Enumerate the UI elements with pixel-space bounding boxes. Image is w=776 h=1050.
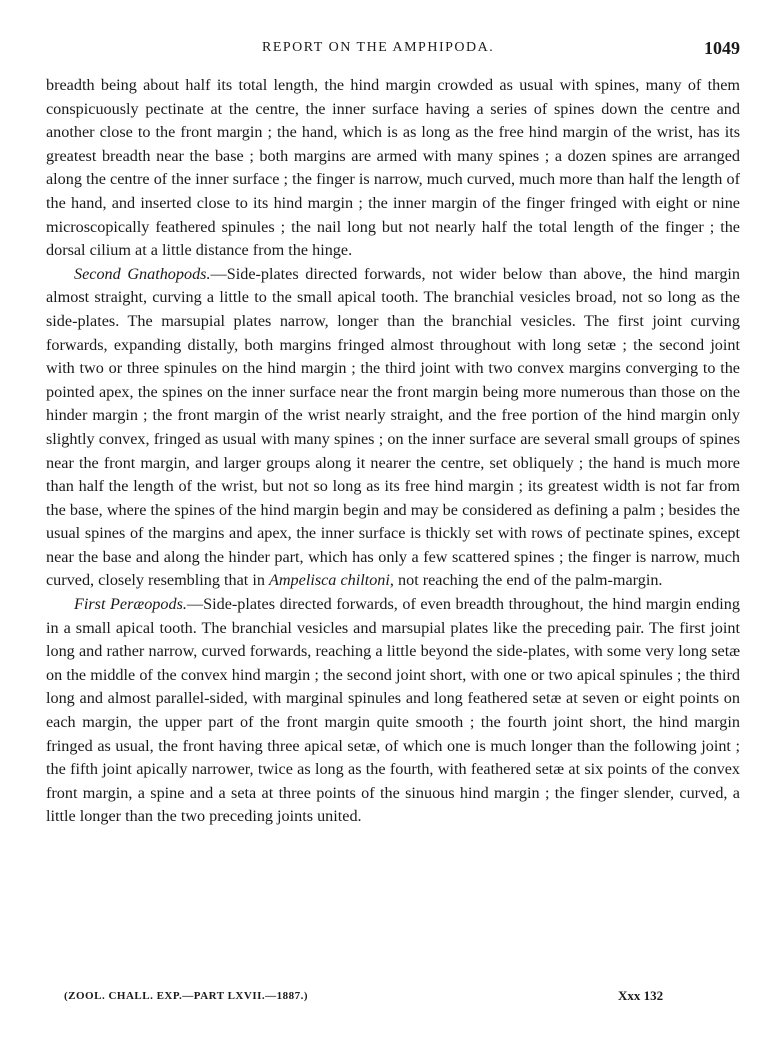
text-run: breadth being about half its total length, the hind margin crowded as usual with spines, many of them conspicuously pectinate at the centre, the inner surface having a series of spines down the centre and another close to the front margin ; the hand, which is as long as the free hind margin of the wrist, has its greatest breadth near the base ; both margins are armed with many spines ; a dozen spines are arranged along the centre of the inner surface ; the finger is narrow, much curved, much more than half the length of the hand, and inserted close to its hind margin ; the inner margin of the finger fringed with eight or nine microscopically feathered spinules ; the nail long but not nearly half the total length of the finger ; the dorsal cilium at a little distance from the hinge. — [46, 76, 740, 260]
paragraph-first-peraeopods — [46, 593, 740, 829]
paragraph-continuation — [46, 74, 740, 263]
text-run: —Side-plates directed forwards, of even breadth throughout, the hind margin ending in a small apical tooth. The branchial vesicles and marsupial plates like the preceding pair. The first joint long and rather narrow, curved forwards, reaching a little beyond the side-plates, with some very long setæ on the middle of the convex hind margin ; the second joint short, with one or two apical spinules ; the third long and almost parallel-sided, with marginal spinules and long feathered setæ at seven or eight points on each margin, the upper part of the front margin quite smooth ; the fourth joint short, the hind margin fringed as usual, the front having three apical setæ, of which one is much longer than the following joint ; the fifth joint apically narrower, twice as long as the fourth, with feathered setæ at six points of the convex front margin, a spine and a seta at three points of the sinuous hind margin ; the finger slender, curved, a little longer than the two preceding joints united. — [46, 595, 740, 826]
page-number: 1049 — [704, 38, 740, 58]
text-run: —Side-plates directed forwards, not wider below than above, the hind margin almost straight, curving a little to the small apical tooth. The branchial vesicles broad, not so long as the side-plates. The marsupial plates narrow, longer than the branchial vesicles. The first joint curving forwards, expanding distally, both margins fringed almost throughout with long setæ ; the second joint with two or three spinules on the hind margin ; the third joint with two convex margins converging to the pointed apex, the spines on the inner surface near the front margin being more numerous than those on the hinder margin ; the front margin of the wrist nearly straight, and the free portion of the hind margin only slightly convex, fringed as usual with many spines ; on the inner surface are several small groups of spines near the front margin, and larger groups along it nearer the centre, set obliquely ; the hand is much more than half the length of the wrist, but not so long as its free hind margin ; its greatest width is not far from the base, where the spines of the hind margin begin and may be considered as defining a palm ; besides the usual spines of the margins and apex, the inner surface is thickly set with rows of pectinate spines, except near the base and along the hinder part, which has only a few scattered spines ; the finger is narrow, much curved, closely resembling that in — [46, 264, 741, 590]
body-text — [46, 74, 740, 829]
species-name: Ampelisca chiltoni — [268, 571, 390, 590]
section-heading-second-gnathopods: Second Gnathopods. — [74, 264, 211, 283]
footer-publication-note: (ZOOL. CHALL. EXP.—PART LXVII.—1887.) — [64, 990, 309, 1002]
section-heading-first-peraeopods: First Peræopods. — [74, 595, 187, 614]
running-title: REPORT ON THE AMPHIPODA. — [262, 40, 495, 55]
text-run: , not reaching the end of the palm-margin. — [389, 571, 663, 590]
footer-signature-mark: Xxx 132 — [618, 988, 664, 1003]
paragraph-second-gnathopods — [46, 263, 740, 593]
